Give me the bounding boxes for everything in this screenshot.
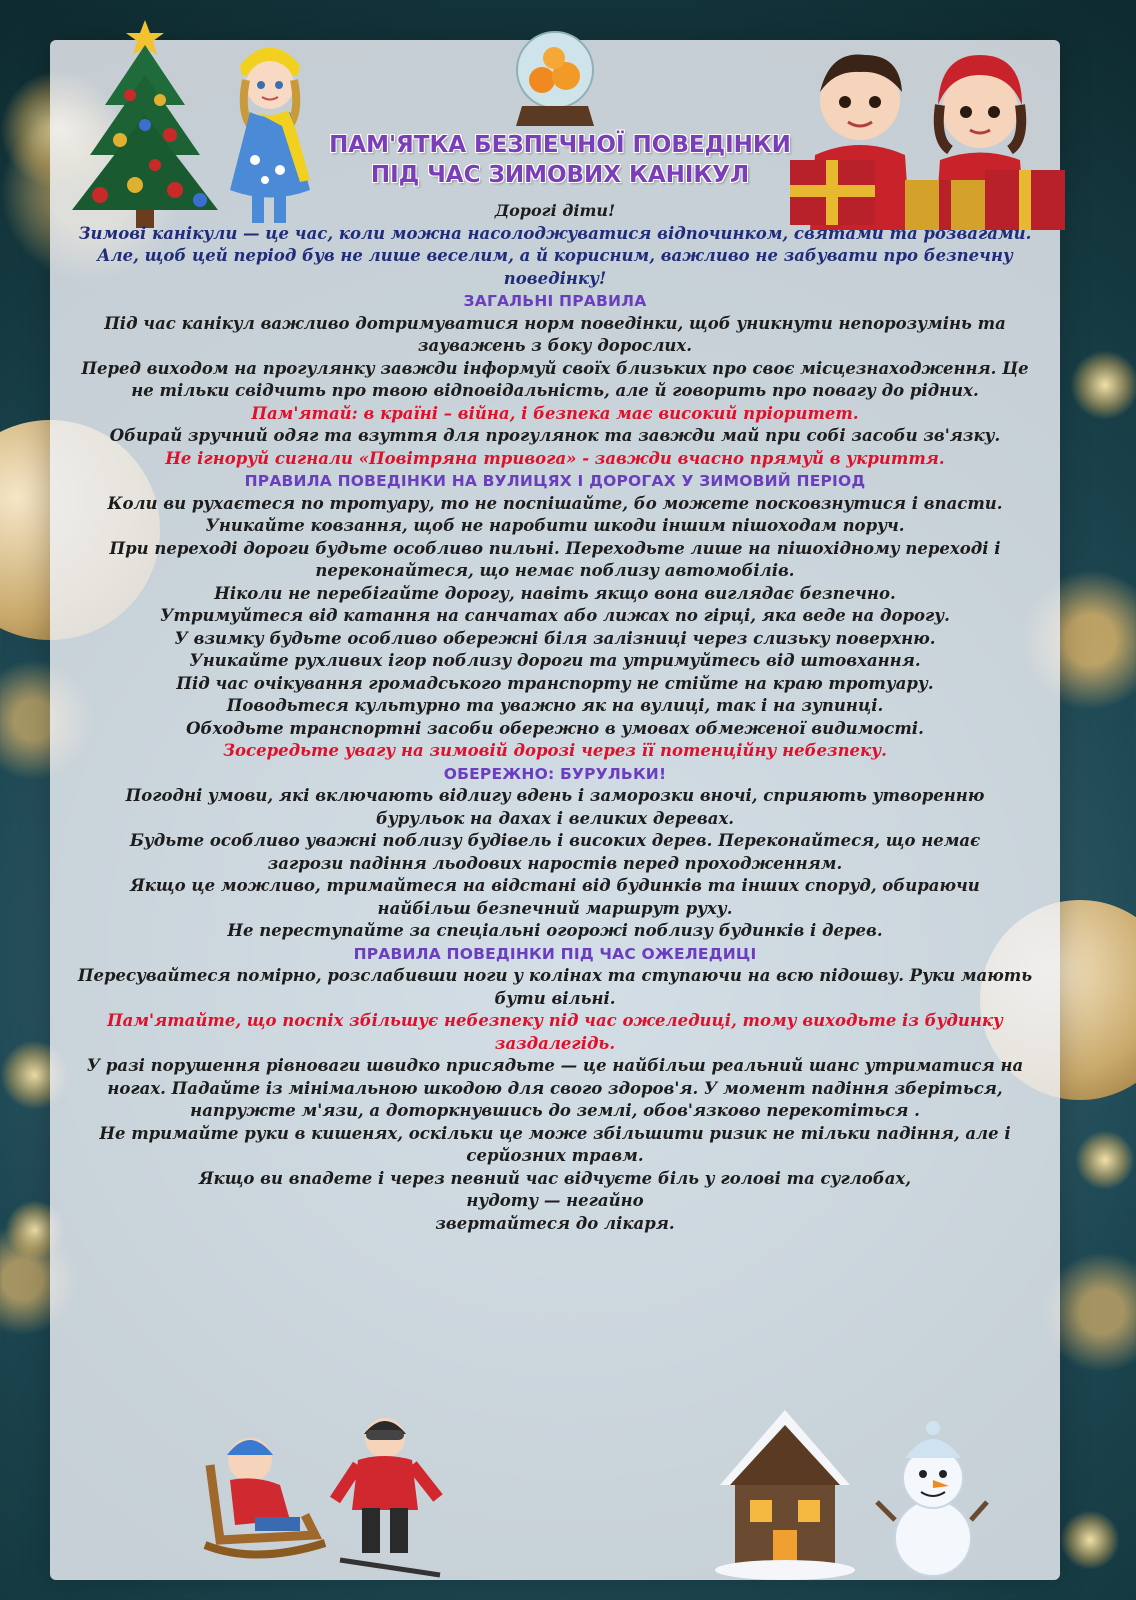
streets-paragraph-1: Коли ви рухаєтеся по тротуару, то не поспішайте, бо можете посковзнутися і впасти. (107, 493, 1003, 513)
ice-paragraph-1: Пересувайтеся помірно, розслабивши ноги у колінах та ступаючи на всю підошву. Руки мають бути вільні. (77, 966, 1033, 1008)
section-heading-streets: ПРАВИЛА ПОВЕДІНКИ НА ВУЛИЦЯХ І ДОРОГАХ У ЗИМОВИЙ ПЕРІОД (244, 472, 866, 490)
memo-content (60, 200, 1050, 1235)
streets-warning: Зосередьте увагу на зимовій дорозі через її потенційну небезпеку. (223, 741, 887, 760)
streets-paragraph-4: Ніколи не перебігайте дорогу, навіть якщо вона виглядає безпечно. (214, 583, 896, 603)
page-title (270, 130, 850, 190)
intro-paragraph: Зимові канікули — це час, коли можна насолоджуватися відпочинком, святами та розвагами. Але, щоб цей період був не лише веселим, а й корисним, важливо не забувати про безпечну поведінку! (78, 223, 1032, 288)
title-line-2: ПІД ЧАС ЗИМОВИХ КАНІКУЛ (370, 162, 750, 188)
streets-paragraph-7: Уникайте рухливих ігор поблизу дороги та утримуйтесь від штовхання. (189, 651, 921, 670)
ice-paragraph-3: Не тримайте руки в кишенях, оскільки це може збільшити ризик не тільки падіння, але і серйозних травм. (99, 1123, 1011, 1165)
general-warning-air-alert: Не ігноруй сигнали «Повітряна тривога» - завжди вчасно прямуй в укриття. (165, 448, 945, 468)
christmas-tree-icon (60, 15, 230, 230)
skier-icon (330, 1410, 450, 1580)
bokeh-light (1060, 1510, 1120, 1570)
streets-paragraph-10: Обходьте транспортні засоби обережно в умовах обмеженої видимості. (186, 718, 924, 738)
streets-paragraph-6: У взимку будьте особливо обережні біля залізниці через слизьку поверхню. (174, 628, 936, 648)
ice-warning: Пам'ятайте, що поспіх збільшує небезпеку під час ожеледиці, тому виходьте із будинку заздалегідь. (107, 1011, 1003, 1053)
bokeh-light (1070, 350, 1136, 420)
snow-globe-icon (510, 28, 600, 133)
snowman-icon (875, 1420, 990, 1580)
icicles-paragraph-1: Погодні умови, які включають відлигу вдень і заморозки вночі, сприяють утворенню бурульок на дахах і великих деревах. (125, 786, 985, 828)
ice-paragraph-2: У разі порушення рівноваги швидко присядьте — це найбільш реальний шанс утриматися на ногах. Падайте із мінімальною шкодою для свого здоров'я. У момент падіння зберіться, напружте м'язи, а доторкнувшись до землі, обов'язково перекотіться . (86, 1056, 1024, 1120)
general-paragraph-1: Під час канікул важливо дотримуватися норм поведінки, щоб уникнути непорозумінь та зауважень з боку дорослих. (104, 313, 1006, 355)
streets-paragraph-3: При переході дороги будьте особливо пильні. Переходьте лише на пішохідному переході і переконайтеся, що немає поблизу автомобілів. (109, 538, 1001, 580)
streets-paragraph-5: Утримуйтеся від катання на санчатах або лижах по гірці, яка веде на дорогу. (160, 606, 950, 625)
ice-paragraph-4c: звертайтеся до лікаря. (435, 1213, 675, 1233)
general-paragraph-3: Обирай зручний одяг та взуття для прогулянок та завжди май при собі засоби зв'язку. (109, 426, 1001, 445)
ice-paragraph-4b: нудоту — негайно (466, 1191, 644, 1210)
section-heading-ice: ПРАВИЛА ПОВЕДІНКИ ПІД ЧАС ОЖЕЛЕДИЦІ (353, 944, 757, 963)
streets-paragraph-8: Під час очікування громадського транспорту не стійте на краю тротуару. (176, 673, 934, 693)
section-heading-icicles: ОБЕРЕЖНО: БУРУЛЬКИ! (443, 764, 667, 783)
ice-paragraph-4a: Якщо ви впадете і через певний час відчуєте біль у голові та суглобах, (198, 1168, 911, 1188)
sled-child-icon (195, 1425, 335, 1575)
section-heading-general: ЗАГАЛЬНІ ПРАВИЛА (463, 292, 647, 310)
general-warning-war: Пам'ятай: в країні – війна, і безпека має високий пріоритет. (251, 403, 859, 423)
bokeh-light (1075, 1130, 1135, 1190)
greeting: Дорогі діти! (494, 201, 616, 220)
snowy-house-icon (715, 1405, 855, 1580)
streets-paragraph-2: Уникайте ковзання, щоб не наробити шкоди іншим пішоходам поруч. (205, 516, 905, 535)
general-paragraph-2: Перед виходом на прогулянку завжди інформуй своїх близьких про своє місцезнаходження. Це не тільки свідчить про твою відповідальність, але й говорить про повагу до рідних. (81, 358, 1029, 400)
icicles-paragraph-3: Якщо це можливо, тримайтеся на відстані від будинків та інших споруд, обираючи найбільш безпечний маршрут руху. (130, 876, 980, 918)
icicles-paragraph-2: Будьте особливо уважні поблизу будівель і високих дерев. Переконайтеся, що немає загрози падіння льодових наростів перед проходженням. (129, 831, 981, 873)
streets-paragraph-9: Поводьтеся культурно та уважно як на вулиці, так і на зупинці. (226, 696, 884, 715)
icicles-paragraph-4: Не переступайте за спеціальні огорожі поблизу будинків і дерев. (227, 921, 883, 940)
title-line-1: ПАМ'ЯТКА БЕЗПЕЧНОЇ ПОВЕДІНКИ (329, 132, 791, 158)
